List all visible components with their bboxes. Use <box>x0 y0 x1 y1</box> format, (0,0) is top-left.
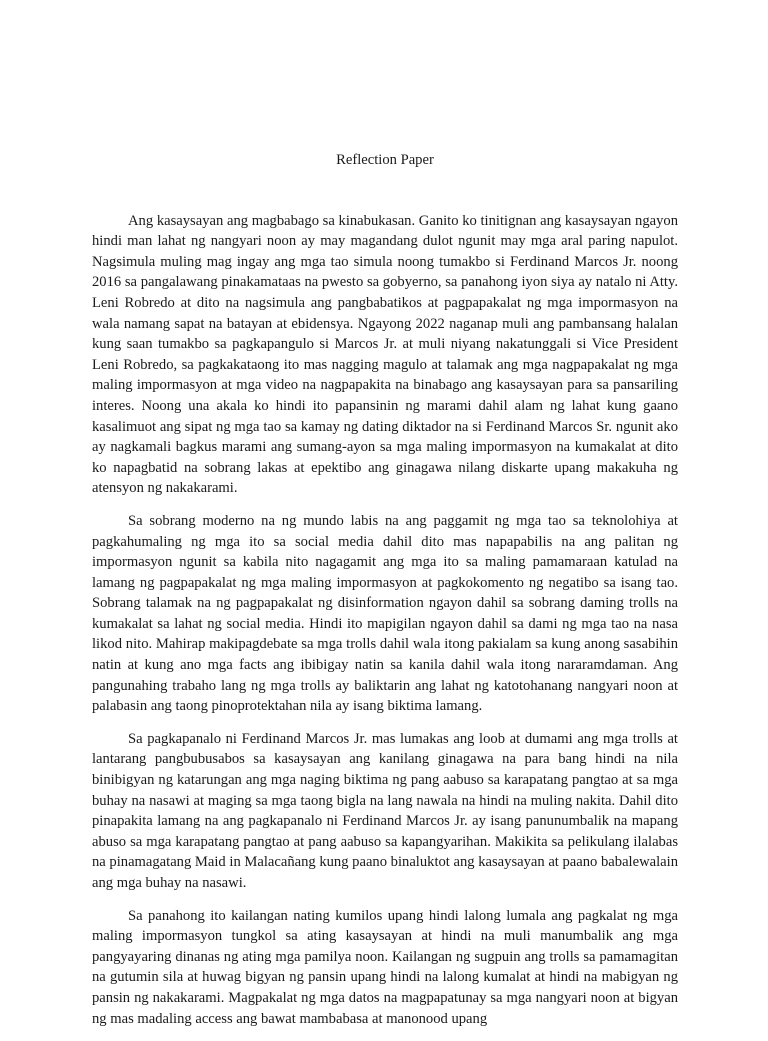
paragraph-3: Sa pagkapanalo ni Ferdinand Marcos Jr. mas lumakas ang loob at dumami ang mga trolls at lantarang pangbubusabos sa kasaysayan ang kanilang ginagawa na para bang hindi na nila binibigyan ng katarungan ang mga naging biktima ng pang aabuso sa karapatang pangtao at sa mga buhay na nasawi at maging sa mga taong bigla na lang nawala na hindi na muling nakita. Dahil dito pinapakita lamang na ang pagkapanalo ni Ferdinand Marcos Jr. ay isang panunumbalik na mapang abuso sa mga karapatang pangtao at pang aabuso sa kapangyarihan. Makikita sa pelikulang ilalabas na pinamagatang Maid in Malacañang kung paano binaluktot ang kasaysayan at paano babalewalain ang mga buhay na nasawi. <box>92 730 678 891</box>
document-body <box>92 150 678 1041</box>
document-title: Reflection Paper <box>336 152 434 168</box>
paragraph-1: Ang kasaysayan ang magbabago sa kinabukasan. Ganito ko tinitignan ang kasaysayan ngayon hindi man lahat ng nangyari noon ay may magandang dulot ngunit may mga aral paring napulot. Nagsimula muling mag ingay ang mga tao simula noong tumakbo si Ferdinand Marcos Jr. noong 2016 sa pangalawang pinakamataas na pwesto sa gobyerno, sa panahong iyon siya ay natalo ni Atty. Leni Robredo at dito na nagsimula ang pangbabatikos at pagpapakalat ng mga impormasyon na wala namang sapat na batayan at ebidensya. Ngayong 2022 naganap muli ang pambansang halalan kung saan tumakbo sa pagkapangulo si Marcos Jr. at muli niyang nakatunggali si Vice President Leni Robredo, sa pagkakataong ito mas nagging magulo at talamak ang mga nagpapakalat ng mga maling impormasyon at mga video na nagpapakita na binabago ang kasaysayan para sa pansariling interes. Noong una akala ko hindi ito papansinin ng marami dahil alam ng lahat kung gaano kasalimuot ang sipat ng mga tao sa kamay ng dating diktador na si Ferdinand Marcos Sr. ngunit ako ay nagkamali bagkus marami ang sumang-ayon sa mga maling impormasyon na kumakalat at dito ko napagbatid na sobrang lakas at epektibo ang ginagawa nilang diskarte upang makakuha ng atensyon ng nakakarami. <box>92 212 678 497</box>
paragraph-2: Sa sobrang moderno na ng mundo labis na ang paggamit ng mga tao sa teknolohiya at pagkahumaling ng mga ito sa social media dahil dito mas napapabilis na ang palitan ng impormasyon ngunit sa kabila nito nagagamit ang mga ito sa maling pamamaraan katulad na lamang ng pagpapakalat ng mga maling impormasyon at pagkokomento ng negatibo sa isang tao. Sobrang talamak na ng pagpapakalat ng disinformation ngayon dahil sa sobrang daming trolls na kumakalat sa lahat ng social media. Hindi ito mapigilan ngayon dahil sa dami ng mga tao na nasa likod nito. Mahirap makipagdebate sa mga trolls dahil wala itong pakialam sa kung anong sasabihin natin at kung ano mga facts ang ibibigay natin sa kanila dahil wala itong nararamdaman. Ang pangunahing trabaho lang ng mga trolls ay baliktarin ang lahat ng katotohanang nangyari noon at palabasin ang taong pinoprotektahan nila ay isang biktima lamang. <box>92 512 678 715</box>
paragraph-4: Sa panahong ito kailangan nating kumilos upang hindi lalong lumala ang pagkalat ng mga maling impormasyon tungkol sa ating kasaysayan at hindi na muli manumbalik ang mga pangyayaring dinanas ng ating mga pamilya noon. Kailangan ng sugpuin ang trolls sa pamamagitan na gutumin sila at huwag bigyan ng pansin upang hindi na lalong kumalat at hindi na mabigyan ng pansin ng nakakarami. Magpakalat ng mga datos na magpapatunay sa mga nangyari noon at bigyan ng mas madaling access ang bawat mambabasa at manonood upang <box>92 907 678 1027</box>
